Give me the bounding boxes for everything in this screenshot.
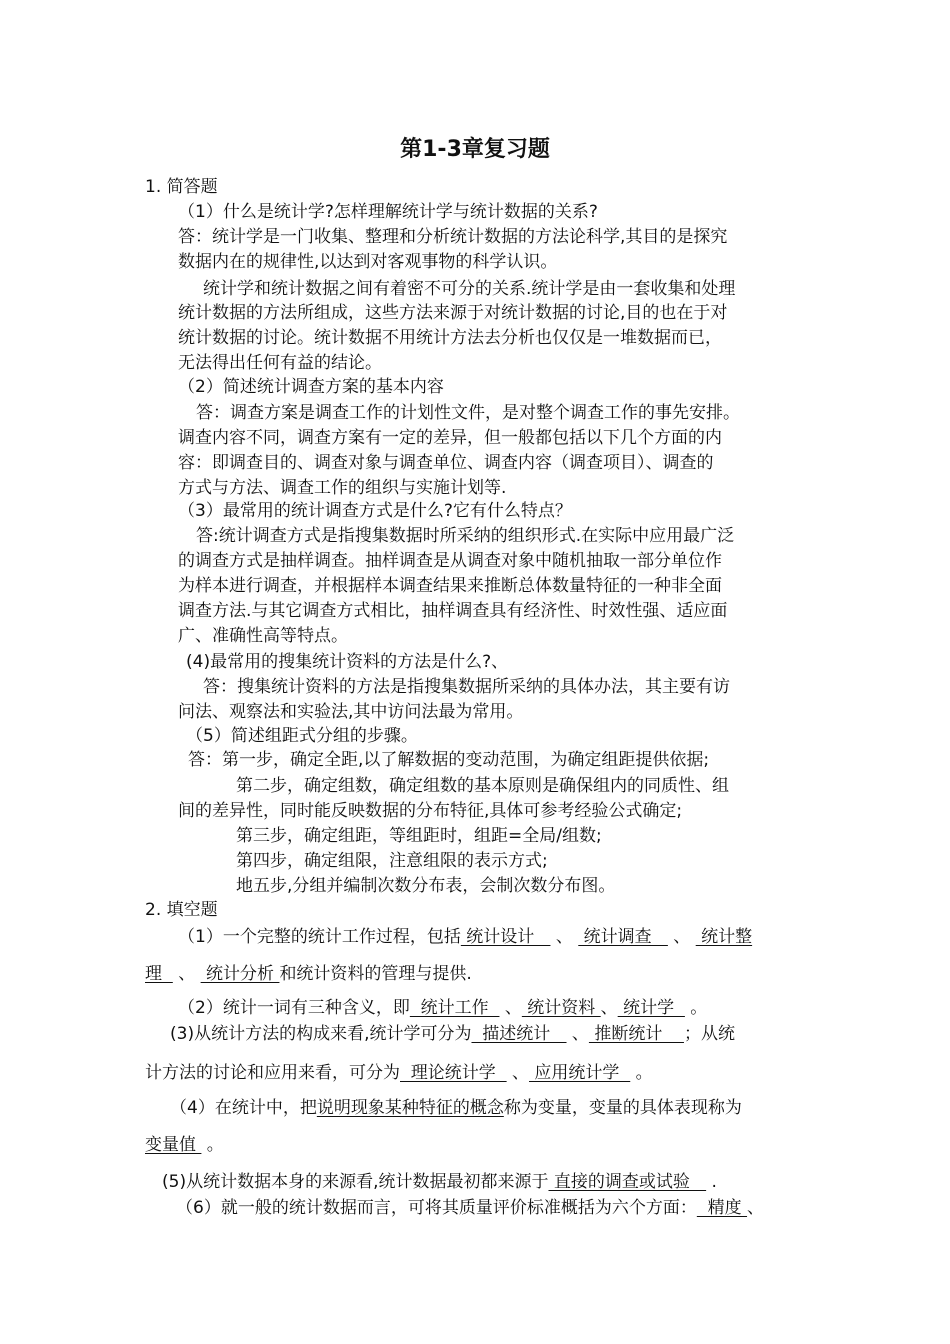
fill-4-tail: 。 [201, 1135, 224, 1155]
answer-5-line: 答：第一步，确定全距,以了解数据的变动范围，为确定组距提供依据; [188, 750, 710, 770]
fill-1-prompt: （1）一个完整的统计工作过程，包括 [178, 927, 461, 947]
answer-4-line: 问法、观察法和实验法,其中访问法最为常用。 [178, 702, 524, 722]
answer-1-line: 答：统计学是一门收集、整理和分析统计数据的方法论科学,其目的是探究 [178, 227, 728, 247]
answer-3-line: 调查方法.与其它调查方式相比，抽样调查具有经济性、时效性强、适应面 [178, 601, 728, 621]
blank-answer: 说明现象某种特征的概念 [316, 1098, 504, 1118]
answer-5-line: 间的差异性，同时能反映数据的分布特征,具体可参考经验公式确定; [178, 801, 683, 821]
fill-6 [176, 1196, 764, 1220]
fill-4-prompt: （4）在统计中，把 [170, 1098, 317, 1118]
fill-3-line-1 [170, 1022, 735, 1046]
answer-3-line: 的调查方式是抽样调查。抽样调查是从调查对象中随机抽取一部分单位作 [178, 551, 722, 571]
fill-3-mid: ；从统 [683, 1024, 735, 1044]
fill-6-prompt: （6）就一般的统计数据而言，可将其质量评价标准概括为六个方面： [176, 1198, 697, 1218]
blank-answer: 变量值 [145, 1135, 202, 1155]
fill-3-tail: 。 [630, 1063, 653, 1083]
answer-5-line: 第三步，确定组距，等组距时，组距=全局/组数; [236, 826, 602, 846]
separator: 、 [506, 1063, 530, 1083]
blank-answer: 统计整 [695, 927, 753, 947]
question-4: (4)最常用的搜集统计资料的方法是什么?、 [186, 652, 509, 672]
separator: 、 [172, 964, 201, 984]
blank-answer: 应用统计学 [529, 1063, 631, 1083]
answer-3-line: 为样本进行调查，并根据样本调查结果来推断总体数量特征的一种非全面 [178, 576, 722, 596]
separator: 、 [600, 998, 618, 1018]
answer-1-line: 无法得出任何有益的结论。 [178, 353, 382, 373]
fill-4-line-2 [145, 1133, 224, 1157]
answer-3-line: 答:统计调查方式是指搜集数据时所采纳的组织形式.在实际中应用最广泛 [196, 526, 735, 546]
fill-5-prompt: (5)从统计数据本身的来源看,统计数据最初都来源于 [162, 1172, 549, 1192]
separator: 、 [499, 998, 522, 1018]
blank-answer: 直接的调查或试验 [548, 1172, 707, 1192]
blank-answer: 理论统计学 [400, 1063, 507, 1083]
separator: 、 [566, 1024, 589, 1044]
answer-5-line: 第四步，确定组限，注意组限的表示方式; [236, 851, 548, 871]
section-heading-fill-in: 2. 填空题 [145, 900, 218, 920]
fill-5 [162, 1170, 717, 1194]
blank-answer: 统计资料 [521, 998, 601, 1018]
blank-answer: 推断统计 [588, 1024, 684, 1044]
question-3: （3）最常用的统计调查方式是什么?它有什么特点？ [178, 501, 572, 521]
answer-4-line: 答：搜集统计资料的方法是指搜集数据所采纳的具体办法，其主要有访 [203, 677, 730, 697]
blank-answer: 描述统计 [471, 1024, 567, 1044]
answer-5-line: 地五步,分组并编制次数分布表，会制次数分布图。 [236, 876, 616, 896]
fill-1-line-2 [145, 962, 472, 986]
fill-4-line-1 [170, 1096, 742, 1120]
fill-3-line-2 [145, 1061, 653, 1085]
answer-1-line: 数据内在的规律性,以达到对客观事物的科学认识。 [178, 252, 558, 272]
question-5: （5）简述组距式分组的步骤。 [186, 726, 418, 746]
separator: 、 [550, 927, 579, 947]
page-title: 第1-3章复习题 [400, 137, 550, 162]
blank-answer: 理 [145, 964, 173, 984]
separator: 、 [667, 927, 696, 947]
section-heading-short-answer: 1. 简答题 [145, 177, 218, 197]
blank-answer: 统计设计 [460, 927, 551, 947]
answer-2-line: 答：调查方案是调查工作的计划性文件，是对整个调查工作的事先安排。 [196, 403, 740, 423]
question-1: （1）什么是统计学?怎样理解统计学与统计数据的关系? [178, 202, 598, 222]
fill-6-tail: 、 [747, 1198, 765, 1218]
fill-4-mid: 称为变量，变量的具体表现称为 [503, 1098, 742, 1118]
answer-3-line: 广、准确性高等特点。 [178, 626, 348, 646]
fill-3-prompt: (3)从统计方法的构成来看,统计学可分为 [170, 1024, 472, 1044]
question-2: （2）简述统计调查方案的基本内容 [178, 377, 444, 397]
fill-5-tail: . [706, 1172, 717, 1192]
fill-2-tail: 。 [684, 998, 708, 1018]
fill-2 [178, 996, 707, 1020]
answer-1-line: 统计数据的方法所组成，这些方法来源于对统计数据的讨论,目的也在于对 [178, 303, 728, 323]
blank-answer: 统计学 [617, 998, 685, 1018]
blank-answer: 精度 [696, 1198, 748, 1218]
fill-1-tail: 和统计资料的管理与提供. [279, 964, 472, 984]
fill-3-prompt-2: 计方法的讨论和应用来看，可分为 [145, 1063, 400, 1083]
answer-2-line: 调查内容不同，调查方案有一定的差异，但一般都包括以下几个方面的内 [178, 428, 722, 448]
answer-5-line: 第二步，确定组数，确定组数的基本原则是确保组内的同质性、组 [236, 776, 729, 796]
fill-1-line-1 [178, 925, 752, 949]
answer-1-line: 统计学和统计数据之间有着密不可分的关系.统计学是由一套收集和处理 [203, 279, 736, 299]
answer-2-line: 方式与方法、调查工作的组织与实施计划等. [178, 478, 507, 498]
fill-2-prompt: （2）统计一词有三种含义，即 [178, 998, 410, 1018]
blank-answer: 统计工作 [409, 998, 500, 1018]
answer-1-line: 统计数据的讨论。统计数据不用统计方法去分析也仅仅是一堆数据而已， [178, 328, 722, 348]
blank-answer: 统计分析 [200, 964, 280, 984]
answer-2-line: 容：即调查目的、调查对象与调查单位、调查内容（调查项目）、调查的 [178, 453, 714, 473]
blank-answer: 统计调查 [578, 927, 668, 947]
